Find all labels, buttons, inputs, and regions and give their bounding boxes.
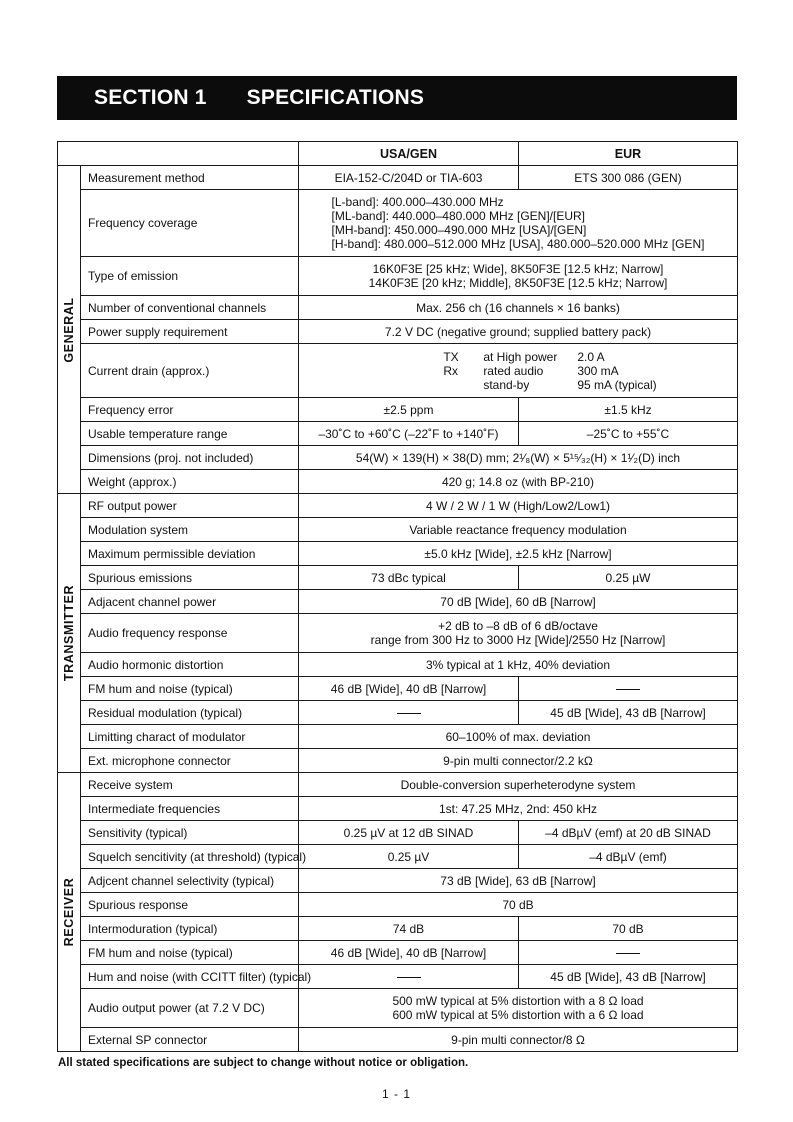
value-eur: 45 dB [Wide], 43 dB [Narrow] [519,965,738,989]
value-combined: 9-pin multi connector/8 Ω [299,1028,738,1052]
section-banner [57,76,737,120]
table-row [58,422,738,446]
value-eur: –25˚C to +55˚C [519,422,738,446]
value-eur-dash [519,677,738,701]
table-row [58,590,738,614]
value-combined: 54(W) × 139(H) × 38(D) mm; 2¹⁄₈(W) × 5¹⁵⁄₃₂(H) × 1¹⁄₂(D) inch [299,446,738,470]
category-transmitter [58,494,81,773]
row-label: Number of conventional channels [81,296,299,320]
row-label: Frequency coverage [81,190,299,257]
table-header-row [58,142,738,166]
value-usa: 0.25 µV [299,845,519,869]
value-eur: –4 dBµV (emf) at 20 dB SINAD [519,821,738,845]
table-row [58,398,738,422]
row-label: Maximum permissible deviation [81,542,299,566]
value-eur: 70 dB [519,917,738,941]
value-usa: 46 dB [Wide], 40 dB [Narrow] [299,941,519,965]
value-combined: Double-conversion superheterodyne system [299,773,738,797]
table-row [58,773,738,797]
table-row [58,518,738,542]
row-label: Intermoduration (typical) [81,917,299,941]
value-combined: Max. 256 ch (16 channels × 16 banks) [299,296,738,320]
row-label: Adjcent channel selectivity (typical) [81,869,299,893]
emission-line: 16K0F3E [25 kHz; Wide], 8K50F3E [12.5 kHz; Narrow] [372,262,664,276]
rx-value: 300 mA [577,363,619,378]
row-label: Power supply requirement [81,320,299,344]
rx-condition: stand-by [483,377,530,392]
row-label: Type of emission [81,257,299,296]
row-label: Current drain (approx.) [81,344,299,398]
tx-label: TX [443,349,459,364]
row-label: FM hum and noise (typical) [81,941,299,965]
tx-value: 2.0 A [577,349,605,364]
audio-output-line: 500 mW typical at 5% distortion with a 8 Ω load [392,994,644,1008]
row-label: Squelch sencitivity (at threshold) (typical) [81,845,299,869]
value-combined: 70 dB [299,893,738,917]
table-row [58,749,738,773]
table-row [58,677,738,701]
table-row [58,344,738,398]
value-eur: 45 dB [Wide], 43 dB [Narrow] [519,701,738,725]
value-usa: –30˚C to +60˚C (–22˚F to +140˚F) [299,422,519,446]
row-label: FM hum and noise (typical) [81,677,299,701]
row-label: Usable temperature range [81,422,299,446]
row-label: Modulation system [81,518,299,542]
table-row [58,989,738,1028]
not-applicable-dash [616,953,640,954]
row-label: Audio frequency response [81,614,299,653]
table-row [58,893,738,917]
value-combined: 4 W / 2 W / 1 W (High/Low2/Low1) [299,494,738,518]
freq-line: [H-band]: 480.000–512.000 MHz [USA], 480.000–520.000 MHz [GEN] [331,237,705,251]
row-label: Audio hormonic distortion [81,653,299,677]
section-number: SECTION 1 [94,86,207,109]
footnote: All stated specifications are subject to change without notice or obligation. [58,1057,469,1069]
freq-line: [ML-band]: 440.000–480.000 MHz [GEN]/[EUR] [331,209,586,223]
value-usa: 73 dBc typical [299,566,519,590]
table-row [58,257,738,296]
freq-line: [MH-band]: 450.000–490.000 MHz [USA]/[GEN] [331,223,587,237]
emission-line: 14K0F3E [20 kHz; Middle], 8K50F3E [12.5 kHz; Narrow] [368,276,668,290]
row-label: Receive system [81,773,299,797]
value-combined: 420 g; 14.8 oz (with BP-210) [299,470,738,494]
row-label: Dimensions (proj. not included) [81,446,299,470]
value-current-drain [299,344,738,398]
table-row [58,566,738,590]
section-title: SPECIFICATIONS [246,86,425,109]
category-receiver [58,773,81,1052]
value-combined: 1st: 47.25 MHz, 2nd: 450 kHz [299,797,738,821]
category-receiver-label: RECEIVER [62,877,76,947]
audio-response-line: +2 dB to –8 dB of 6 dB/octave [438,619,598,633]
table-row [58,296,738,320]
table-row [58,653,738,677]
row-label: Spurious emissions [81,566,299,590]
table-row [58,470,738,494]
value-audio-response [299,614,738,653]
value-combined: 60–100% of max. deviation [299,725,738,749]
not-applicable-dash [397,977,421,978]
value-eur: ETS 300 086 (GEN) [519,166,738,190]
value-combined: Variable reactance frequency modulation [299,518,738,542]
table-row [58,542,738,566]
row-label: Intermediate frequencies [81,797,299,821]
table-row [58,1028,738,1052]
table-row [58,941,738,965]
page-number: 1 - 1 [381,1087,411,1101]
category-general [58,166,81,494]
value-usa: 46 dB [Wide], 40 dB [Narrow] [299,677,519,701]
table-row [58,320,738,344]
row-label: Audio output power (at 7.2 V DC) [81,989,299,1028]
table-row [58,869,738,893]
value-eur: –4 dBµV (emf) [519,845,738,869]
table-row [58,614,738,653]
value-emission [299,257,738,296]
value-combined: 73 dB [Wide], 63 dB [Narrow] [299,869,738,893]
row-label: Weight (approx.) [81,470,299,494]
table-row [58,190,738,257]
rx-value: 95 mA (typical) [577,377,657,392]
row-label: Measurement method [81,166,299,190]
row-label: External SP connector [81,1028,299,1052]
value-combined: ±5.0 kHz [Wide], ±2.5 kHz [Narrow] [299,542,738,566]
value-usa: ±2.5 ppm [299,398,519,422]
row-label: Sensitivity (typical) [81,821,299,845]
row-label: Spurious response [81,893,299,917]
row-label: Ext. microphone connector [81,749,299,773]
value-audio-output [299,989,738,1028]
table-row [58,494,738,518]
row-label: RF output power [81,494,299,518]
row-label: Adjacent channel power [81,590,299,614]
row-label: Residual modulation (typical) [81,701,299,725]
tx-condition: at High power [483,349,558,364]
value-combined: 7.2 V DC (negative ground; supplied battery pack) [299,320,738,344]
audio-response-line: range from 300 Hz to 3000 Hz [Wide]/2550 Hz [Narrow] [370,633,666,647]
not-applicable-dash [397,713,421,714]
header-eur: EUR [519,142,738,166]
not-applicable-dash [616,689,640,690]
table-row [58,797,738,821]
audio-output-line: 600 mW typical at 5% distortion with a 6 Ω load [392,1008,644,1022]
header-empty [58,142,299,166]
freq-line: [L-band]: 400.000–430.000 MHz [331,195,504,209]
row-label: Hum and noise (with CCITT filter) (typical) [81,965,299,989]
value-usa: 0.25 µV at 12 dB SINAD [299,821,519,845]
table-row [58,917,738,941]
value-eur: ±1.5 kHz [519,398,738,422]
table-row [58,701,738,725]
category-transmitter-label: TRANSMITTER [62,584,76,682]
row-label: Frequency error [81,398,299,422]
specifications-table [57,141,738,1052]
rx-label: Rx [443,363,458,378]
value-combined: 3% typical at 1 kHz, 40% deviation [299,653,738,677]
table-row [58,725,738,749]
table-row [58,446,738,470]
value-combined: 70 dB [Wide], 60 dB [Narrow] [299,590,738,614]
value-usa-dash [299,965,519,989]
row-label: Limitting charact of modulator [81,725,299,749]
value-eur-dash [519,941,738,965]
table-row [58,965,738,989]
value-combined: 9-pin multi connector/2.2 kΩ [299,749,738,773]
category-general-label: GENERAL [62,296,76,363]
value-eur: 0.25 µW [519,566,738,590]
table-row [58,166,738,190]
rx-condition: rated audio [483,363,544,378]
table-row [58,821,738,845]
value-usa: EIA-152-C/204D or TIA-603 [299,166,519,190]
value-usa-dash [299,701,519,725]
value-frequency-coverage [299,190,738,257]
header-usa-gen: USA/GEN [299,142,519,166]
table-row [58,845,738,869]
value-usa: 74 dB [299,917,519,941]
